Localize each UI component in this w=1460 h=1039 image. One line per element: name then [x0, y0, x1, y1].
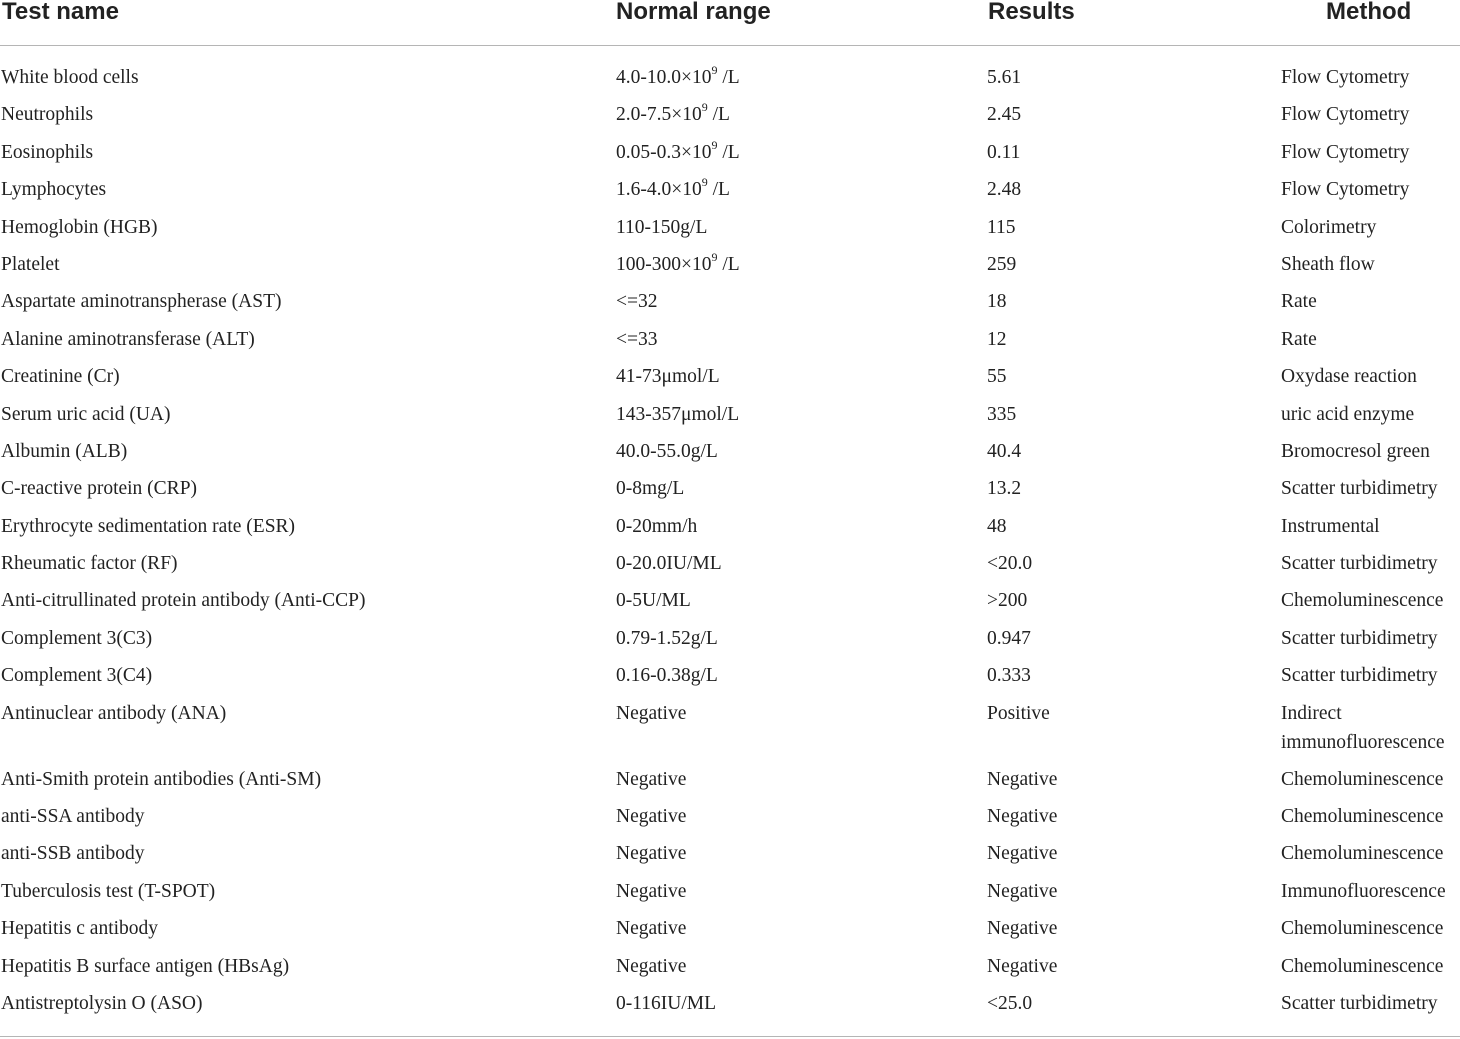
range-value: 0-5U/ML — [616, 590, 691, 612]
range-value: Negative — [616, 843, 687, 865]
table-header — [0, 0, 1460, 46]
cell-method: Instrumental — [1281, 515, 1380, 537]
cell-test-name: Eosinophils — [1, 141, 94, 163]
table-body — [0, 59, 1460, 1022]
cell-test-name: Tuberculosis test (T-SPOT) — [1, 880, 216, 902]
table-row — [0, 761, 1460, 798]
range-value: 0.16-0.38g/L — [616, 665, 718, 687]
range-exponent: 9 — [701, 175, 708, 190]
cell-result: Negative — [987, 806, 1058, 828]
cell-method: Rate — [1281, 291, 1317, 313]
cell-normal-range — [616, 508, 697, 545]
range-value: 0-20.0IU/ML — [616, 553, 722, 575]
cell-test-name: Antinuclear antibody (ANA) — [1, 702, 227, 724]
cell-result: 48 — [987, 515, 1007, 537]
cell-result: 13.2 — [987, 478, 1022, 500]
cell-method: Scatter turbidimetry — [1281, 478, 1438, 500]
cell-result: 259 — [987, 253, 1017, 275]
table-row — [0, 695, 1460, 761]
cell-result: 2.45 — [987, 104, 1022, 126]
cell-test-name: Complement 3(C3) — [1, 627, 153, 649]
cell-normal-range — [616, 873, 686, 910]
cell-normal-range — [616, 910, 686, 947]
table-row — [0, 798, 1460, 835]
cell-method: Scatter turbidimetry — [1281, 627, 1438, 649]
range-exponent: 9 — [701, 100, 708, 115]
cell-result: >200 — [987, 590, 1028, 612]
range-value: Negative — [616, 955, 687, 977]
cell-method: Chemoluminescence — [1281, 806, 1444, 828]
table-row — [0, 358, 1460, 395]
cell-normal-range — [616, 96, 730, 133]
table-row — [0, 246, 1460, 283]
cell-result: Positive — [987, 702, 1050, 724]
cell-result: 0.11 — [987, 141, 1021, 163]
cell-method: Flow Cytometry — [1281, 179, 1410, 201]
cell-test-name: Anti-Smith protein antibodies (Anti-SM) — [1, 768, 322, 790]
table-row — [0, 657, 1460, 694]
header-test-name: Test name — [2, 0, 119, 25]
range-value: 0-8mg/L — [616, 478, 685, 500]
cell-normal-range — [616, 134, 740, 171]
table-row — [0, 134, 1460, 171]
cell-method: Chemoluminescence — [1281, 918, 1444, 940]
cell-test-name: Alanine aminotransferase (ALT) — [1, 328, 255, 350]
cell-method: Bromocresol green — [1281, 440, 1430, 462]
cell-normal-range — [616, 283, 658, 320]
table-row — [0, 508, 1460, 545]
range-unit: /L — [717, 253, 740, 275]
cell-normal-range — [616, 798, 686, 835]
range-value: <=33 — [616, 328, 658, 350]
header-normal-range: Normal range — [616, 0, 771, 25]
cell-method: Flow Cytometry — [1281, 67, 1410, 88]
cell-test-name: Hepatitis B surface antigen (HBsAg) — [1, 955, 290, 977]
cell-result: 0.947 — [987, 627, 1031, 649]
range-value: 110-150g/L — [616, 216, 708, 238]
table-row — [0, 321, 1460, 358]
range-unit: /L — [707, 104, 730, 126]
cell-test-name: Erythrocyte sedimentation rate (ESR) — [1, 515, 296, 537]
table-row — [0, 209, 1460, 246]
cell-test-name: Platelet — [1, 253, 60, 275]
table-row — [0, 396, 1460, 433]
cell-test-name: Aspartate aminotranspherase (AST) — [1, 291, 282, 313]
range-value: Negative — [616, 806, 687, 828]
range-value: <=32 — [616, 291, 658, 313]
cell-test-name: Antistreptolysin O (ASO) — [1, 992, 203, 1014]
range-value: 40.0-55.0g/L — [616, 440, 718, 462]
cell-method: Colorimetry — [1281, 216, 1377, 238]
range-unit: /L — [707, 179, 730, 201]
range-value: 0.05-0.3×10 — [616, 141, 712, 163]
cell-normal-range — [616, 59, 740, 96]
cell-method: Chemoluminescence — [1281, 955, 1444, 977]
range-value: Negative — [616, 768, 687, 790]
cell-method: Indirect immunofluorescence — [1281, 702, 1445, 753]
header-results: Results — [988, 0, 1075, 25]
cell-normal-range — [616, 545, 722, 582]
table-row — [0, 835, 1460, 872]
table-row — [0, 873, 1460, 910]
cell-test-name: White blood cells — [1, 67, 139, 88]
cell-result: 0.333 — [987, 665, 1031, 687]
cell-test-name: Complement 3(C4) — [1, 665, 153, 687]
cell-normal-range — [616, 171, 730, 208]
cell-normal-range — [616, 246, 740, 283]
cell-result: <25.0 — [987, 992, 1033, 1014]
cell-normal-range — [616, 321, 658, 358]
cell-result: Negative — [987, 880, 1058, 902]
cell-result: 55 — [987, 366, 1007, 388]
cell-normal-range — [616, 209, 707, 246]
range-exponent: 9 — [711, 137, 718, 152]
cell-normal-range — [616, 358, 720, 395]
cell-method: Rate — [1281, 328, 1317, 350]
cell-result: Negative — [987, 768, 1058, 790]
cell-test-name: Creatinine (Cr) — [1, 366, 120, 388]
cell-result: 12 — [987, 328, 1007, 350]
cell-method: Oxydase reaction — [1281, 366, 1417, 388]
table-bottom-rule — [0, 1036, 1460, 1037]
range-value: 100-300×10 — [616, 253, 712, 275]
cell-test-name: Rheumatic factor (RF) — [1, 553, 178, 575]
table-row — [0, 948, 1460, 985]
cell-method: Scatter turbidimetry — [1281, 992, 1438, 1014]
range-unit: /L — [717, 141, 740, 163]
cell-normal-range — [616, 985, 716, 1022]
table-row — [0, 620, 1460, 657]
range-value: 4.0-10.0×10 — [616, 67, 712, 88]
table-row — [0, 582, 1460, 619]
range-value: Negative — [616, 702, 687, 724]
cell-normal-range — [616, 948, 686, 985]
cell-result: 335 — [987, 403, 1017, 425]
cell-test-name: Neutrophils — [1, 104, 94, 126]
range-value: Negative — [616, 918, 687, 940]
cell-result: 18 — [987, 291, 1007, 313]
cell-method: Immunofluorescence — [1281, 880, 1446, 902]
cell-result: Negative — [987, 843, 1058, 865]
cell-method: Flow Cytometry — [1281, 141, 1410, 163]
cell-method: Scatter turbidimetry — [1281, 665, 1438, 687]
table-row — [0, 545, 1460, 582]
cell-normal-range — [616, 396, 739, 433]
cell-method: Sheath flow — [1281, 253, 1375, 275]
cell-normal-range — [616, 582, 691, 619]
cell-result: 40.4 — [987, 440, 1022, 462]
cell-normal-range — [616, 620, 718, 657]
cell-test-name: Serum uric acid (UA) — [1, 403, 171, 425]
cell-result: 5.61 — [987, 67, 1022, 88]
range-value: 0.79-1.52g/L — [616, 627, 718, 649]
table-row — [0, 433, 1460, 470]
cell-method: Chemoluminescence — [1281, 590, 1444, 612]
table-row — [0, 171, 1460, 208]
cell-test-name: anti-SSA antibody — [1, 806, 145, 828]
cell-result: Negative — [987, 955, 1058, 977]
cell-method: uric acid enzyme — [1281, 403, 1415, 425]
range-value: 2.0-7.5×10 — [616, 104, 702, 126]
cell-normal-range — [616, 470, 684, 507]
cell-method: Scatter turbidimetry — [1281, 553, 1438, 575]
cell-normal-range — [616, 699, 686, 728]
range-value: 41-73μmol/L — [616, 366, 720, 388]
cell-normal-range — [616, 433, 718, 470]
cell-result: <20.0 — [987, 553, 1033, 575]
cell-method: Chemoluminescence — [1281, 843, 1444, 865]
cell-test-name: anti-SSB antibody — [1, 843, 145, 865]
range-value: 0-116IU/ML — [616, 992, 717, 1014]
cell-normal-range — [616, 657, 718, 694]
cell-normal-range — [616, 835, 686, 872]
table-row — [0, 283, 1460, 320]
cell-result: Negative — [987, 918, 1058, 940]
range-unit: /L — [717, 67, 740, 88]
cell-result: 2.48 — [987, 179, 1022, 201]
range-exponent: 9 — [711, 63, 718, 77]
cell-method: Flow Cytometry — [1281, 104, 1410, 126]
cell-test-name: Hepatitis c antibody — [1, 918, 159, 940]
cell-test-name: C-reactive protein (CRP) — [1, 478, 198, 500]
cell-test-name: Lymphocytes — [1, 179, 107, 201]
table-row — [0, 59, 1460, 96]
cell-method: Chemoluminescence — [1281, 768, 1444, 790]
range-value: 0-20mm/h — [616, 515, 698, 537]
range-value: Negative — [616, 880, 687, 902]
cell-test-name: Albumin (ALB) — [1, 440, 128, 462]
cell-test-name: Anti-citrullinated protein antibody (Anti-CCP) — [1, 590, 366, 612]
table-row — [0, 470, 1460, 507]
range-value: 1.6-4.0×10 — [616, 179, 702, 201]
table-row — [0, 910, 1460, 947]
table-row — [0, 985, 1460, 1022]
cell-test-name: Hemoglobin (HGB) — [1, 216, 158, 238]
range-exponent: 9 — [711, 249, 718, 264]
table-row — [0, 96, 1460, 133]
cell-result: 115 — [987, 216, 1016, 238]
range-value: 143-357μmol/L — [616, 403, 740, 425]
cell-normal-range — [616, 761, 686, 798]
header-method: Method — [1326, 0, 1412, 25]
